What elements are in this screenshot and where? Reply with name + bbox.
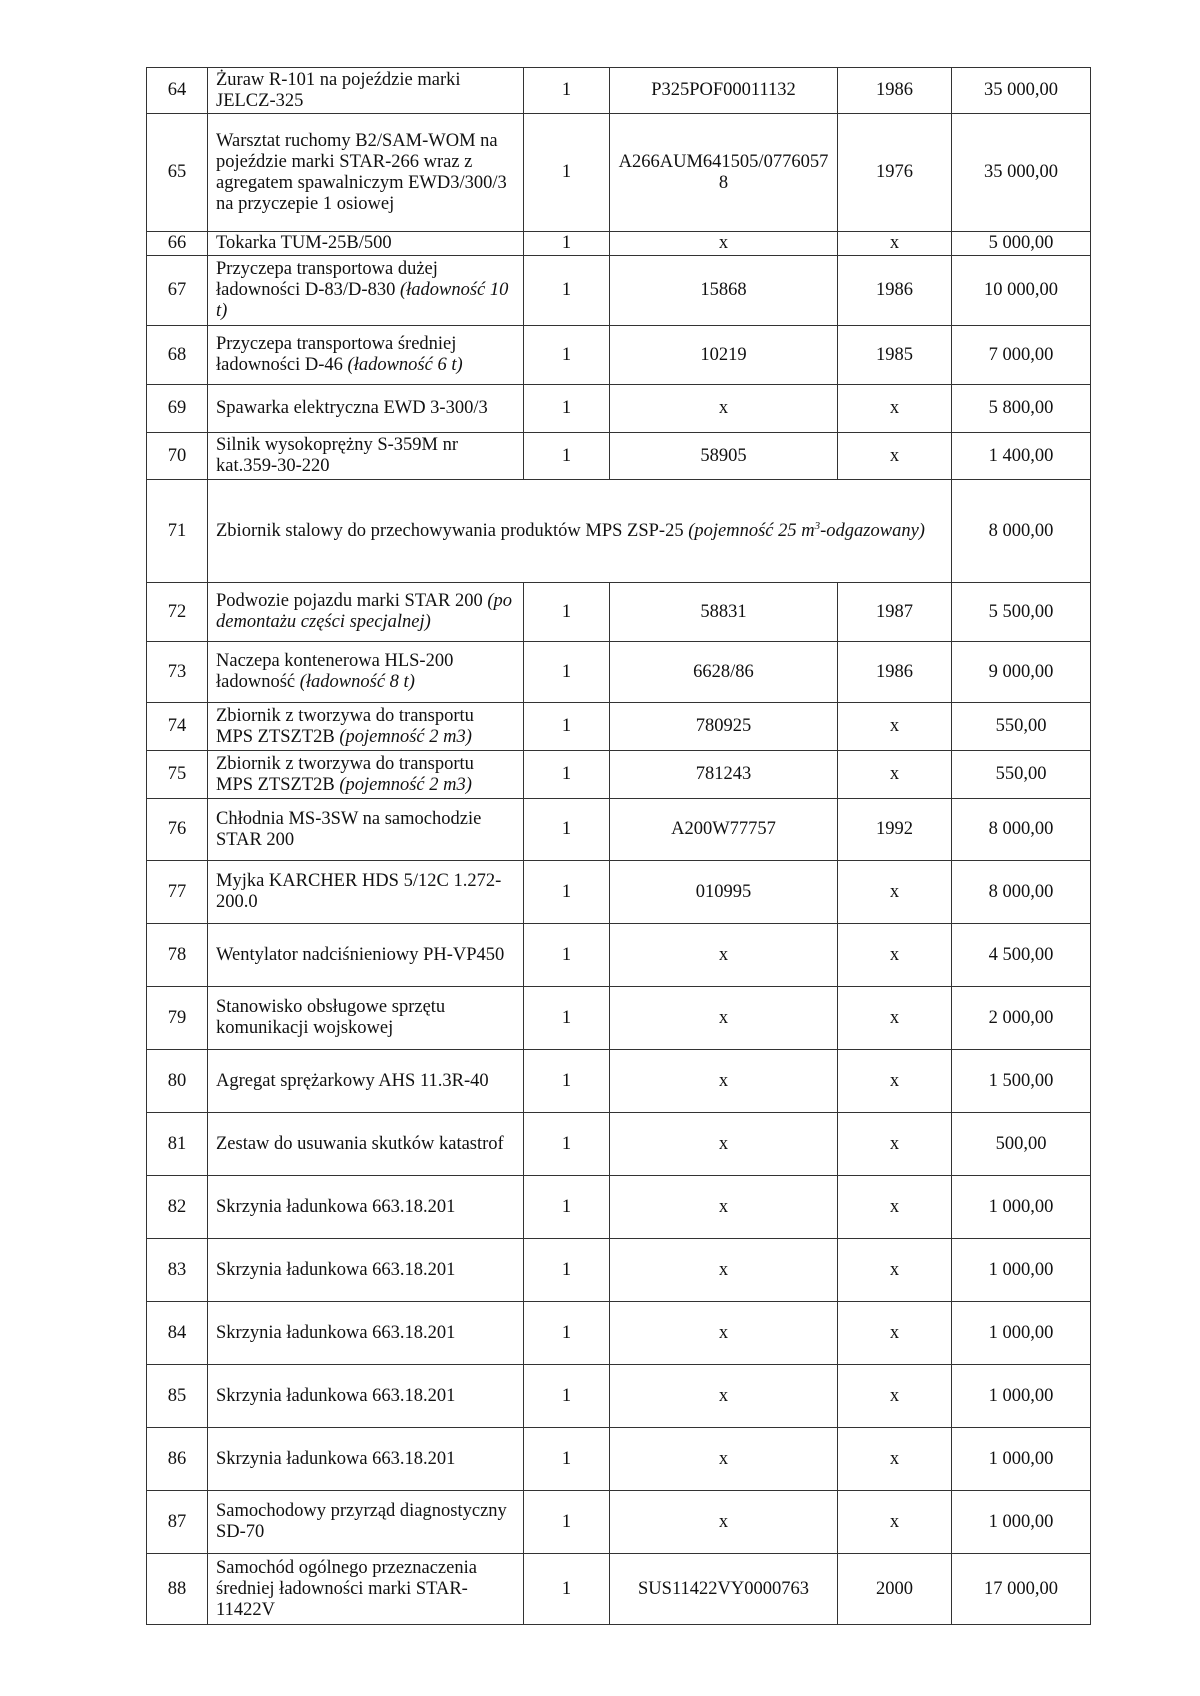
quantity: 1 bbox=[524, 861, 610, 924]
serial-number: x bbox=[610, 987, 838, 1050]
item-value: 9 000,00 bbox=[952, 642, 1091, 703]
table-row bbox=[147, 751, 1091, 799]
serial-number: x bbox=[610, 1302, 838, 1365]
item-value: 5 500,00 bbox=[952, 583, 1091, 642]
quantity: 1 bbox=[524, 1365, 610, 1428]
row-number: 74 bbox=[147, 703, 208, 751]
item-name: Stanowisko obsługowe sprzętu komunikacji wojskowej bbox=[208, 987, 524, 1050]
quantity: 1 bbox=[524, 68, 610, 114]
production-year: 1987 bbox=[838, 583, 952, 642]
production-year: 1986 bbox=[838, 68, 952, 114]
item-value: 550,00 bbox=[952, 751, 1091, 799]
serial-number: 010995 bbox=[610, 861, 838, 924]
quantity: 1 bbox=[524, 326, 610, 385]
production-year: x bbox=[838, 1113, 952, 1176]
production-year: 1976 bbox=[838, 114, 952, 232]
row-number: 71 bbox=[147, 480, 208, 583]
table-row bbox=[147, 1176, 1091, 1239]
table-row bbox=[147, 256, 1091, 326]
item-value: 1 000,00 bbox=[952, 1176, 1091, 1239]
row-number: 69 bbox=[147, 385, 208, 433]
table-row bbox=[147, 114, 1091, 232]
row-number: 66 bbox=[147, 232, 208, 256]
item-value: 1 000,00 bbox=[952, 1428, 1091, 1491]
production-year: x bbox=[838, 987, 952, 1050]
row-number: 78 bbox=[147, 924, 208, 987]
production-year: 2000 bbox=[838, 1554, 952, 1625]
item-value: 8 000,00 bbox=[952, 799, 1091, 861]
item-value: 1 000,00 bbox=[952, 1491, 1091, 1554]
quantity: 1 bbox=[524, 433, 610, 480]
row-number: 84 bbox=[147, 1302, 208, 1365]
row-number: 83 bbox=[147, 1239, 208, 1302]
quantity: 1 bbox=[524, 751, 610, 799]
table-row bbox=[147, 326, 1091, 385]
table-row bbox=[147, 642, 1091, 703]
quantity: 1 bbox=[524, 924, 610, 987]
production-year: 1986 bbox=[838, 642, 952, 703]
item-note: (pojemność 2 m3) bbox=[339, 774, 472, 795]
production-year: x bbox=[838, 1428, 952, 1491]
row-number: 65 bbox=[147, 114, 208, 232]
serial-number: P325POF00011132 bbox=[610, 68, 838, 114]
serial-number: SUS11422VY0000763 bbox=[610, 1554, 838, 1625]
row-number: 75 bbox=[147, 751, 208, 799]
quantity: 1 bbox=[524, 1113, 610, 1176]
item-value: 2 000,00 bbox=[952, 987, 1091, 1050]
serial-number: x bbox=[610, 232, 838, 256]
item-note: (ładowność 10 t) bbox=[216, 280, 509, 321]
item-name: Zbiornik stalowy do przechowywania produktów MPS ZSP-25 (pojemność 25 $m^3-odgazowany$) bbox=[208, 480, 952, 583]
quantity: 1 bbox=[524, 642, 610, 703]
item-name: Agregat sprężarkowy AHS 11.3R-40 bbox=[208, 1050, 524, 1113]
item-name: Zestaw do usuwania skutków katastrof bbox=[208, 1113, 524, 1176]
production-year: x bbox=[838, 1239, 952, 1302]
row-number: 67 bbox=[147, 256, 208, 326]
item-value: 5 000,00 bbox=[952, 232, 1091, 256]
item-name: Skrzynia ładunkowa 663.18.201 bbox=[208, 1239, 524, 1302]
table-row bbox=[147, 924, 1091, 987]
serial-number: x bbox=[610, 1365, 838, 1428]
item-value: 1 000,00 bbox=[952, 1302, 1091, 1365]
table-row bbox=[147, 68, 1091, 114]
row-number: 79 bbox=[147, 987, 208, 1050]
row-number: 81 bbox=[147, 1113, 208, 1176]
quantity: 1 bbox=[524, 1302, 610, 1365]
quantity: 1 bbox=[524, 114, 610, 232]
item-value: 8 000,00 bbox=[952, 480, 1091, 583]
row-number: 82 bbox=[147, 1176, 208, 1239]
item-name: Silnik wysokoprężny S-359M nr kat.359-30-220 bbox=[208, 433, 524, 480]
production-year: x bbox=[838, 1491, 952, 1554]
production-year: x bbox=[838, 703, 952, 751]
production-year: x bbox=[838, 433, 952, 480]
inventory-table bbox=[146, 67, 1091, 1625]
quantity: 1 bbox=[524, 1176, 610, 1239]
row-number: 64 bbox=[147, 68, 208, 114]
production-year: x bbox=[838, 1365, 952, 1428]
row-number: 70 bbox=[147, 433, 208, 480]
row-number: 73 bbox=[147, 642, 208, 703]
serial-number: x bbox=[610, 1239, 838, 1302]
serial-number: x bbox=[610, 1491, 838, 1554]
item-value: 550,00 bbox=[952, 703, 1091, 751]
row-number: 76 bbox=[147, 799, 208, 861]
table-row bbox=[147, 703, 1091, 751]
item-value: 35 000,00 bbox=[952, 68, 1091, 114]
table-row bbox=[147, 1113, 1091, 1176]
serial-number: A200W77757 bbox=[610, 799, 838, 861]
item-note: (pojemność 25 $m^3-odgazowany$) bbox=[688, 519, 925, 541]
production-year: x bbox=[838, 861, 952, 924]
serial-number: x bbox=[610, 385, 838, 433]
table-row bbox=[147, 433, 1091, 480]
production-year: x bbox=[838, 385, 952, 433]
table-row bbox=[147, 1239, 1091, 1302]
item-name: Wentylator nadciśnieniowy PH-VP450 bbox=[208, 924, 524, 987]
table-row bbox=[147, 861, 1091, 924]
quantity: 1 bbox=[524, 1050, 610, 1113]
item-note: (ładowność 8 t) bbox=[299, 672, 415, 692]
item-value: 1 000,00 bbox=[952, 1365, 1091, 1428]
serial-number: 6628/86 bbox=[610, 642, 838, 703]
production-year: 1992 bbox=[838, 799, 952, 861]
item-value: 4 500,00 bbox=[952, 924, 1091, 987]
production-year: x bbox=[838, 1176, 952, 1239]
serial-number: 58831 bbox=[610, 583, 838, 642]
quantity: 1 bbox=[524, 256, 610, 326]
serial-number: x bbox=[610, 1176, 838, 1239]
table-row bbox=[147, 799, 1091, 861]
table-row bbox=[147, 1050, 1091, 1113]
table-row bbox=[147, 1554, 1091, 1625]
serial-number: 781243 bbox=[610, 751, 838, 799]
item-value: 10 000,00 bbox=[952, 256, 1091, 326]
item-name: Myjka KARCHER HDS 5/12C 1.272-200.0 bbox=[208, 861, 524, 924]
item-value: 35 000,00 bbox=[952, 114, 1091, 232]
item-name: Spawarka elektryczna EWD 3-300/3 bbox=[208, 385, 524, 433]
table-row bbox=[147, 385, 1091, 433]
table-row bbox=[147, 232, 1091, 256]
production-year: x bbox=[838, 924, 952, 987]
item-value: 7 000,00 bbox=[952, 326, 1091, 385]
item-value: 8 000,00 bbox=[952, 861, 1091, 924]
table-row bbox=[147, 480, 1091, 583]
production-year: x bbox=[838, 1302, 952, 1365]
serial-number: A266AUM641505/07760578 bbox=[610, 114, 838, 232]
item-name: Zbiornik z tworzywa do transportu MPS ZTSZT2B (pojemność 2 m3) bbox=[208, 751, 524, 799]
quantity: 1 bbox=[524, 1428, 610, 1491]
item-name: Skrzynia ładunkowa 663.18.201 bbox=[208, 1365, 524, 1428]
serial-number: 15868 bbox=[610, 256, 838, 326]
item-name: Tokarka TUM-25B/500 bbox=[208, 232, 524, 256]
quantity: 1 bbox=[524, 799, 610, 861]
item-name: Naczepa kontenerowa HLS-200 ładowność (ładowność 8 t) bbox=[208, 642, 524, 703]
item-name: Podwozie pojazdu marki STAR 200 (po demontażu części specjalnej) bbox=[208, 583, 524, 642]
item-name: Samochodowy przyrząd diagnostyczny SD-70 bbox=[208, 1491, 524, 1554]
serial-number: x bbox=[610, 1428, 838, 1491]
serial-number: x bbox=[610, 1050, 838, 1113]
item-name: Przyczepa transportowa średniej ładowności D-46 (ładowność 6 t) bbox=[208, 326, 524, 385]
quantity: 1 bbox=[524, 1239, 610, 1302]
serial-number: 58905 bbox=[610, 433, 838, 480]
row-number: 77 bbox=[147, 861, 208, 924]
item-name: Skrzynia ładunkowa 663.18.201 bbox=[208, 1176, 524, 1239]
item-name: Przyczepa transportowa dużej ładowności D-83/D-830 (ładowność 10 t) bbox=[208, 256, 524, 326]
quantity: 1 bbox=[524, 1554, 610, 1625]
item-name: Zbiornik z tworzywa do transportu MPS ZTSZT2B (pojemność 2 m3) bbox=[208, 703, 524, 751]
table-row bbox=[147, 1302, 1091, 1365]
item-note: (ładowność 6 t) bbox=[347, 355, 463, 375]
table-row bbox=[147, 1428, 1091, 1491]
item-value: 1 400,00 bbox=[952, 433, 1091, 480]
quantity: 1 bbox=[524, 232, 610, 256]
production-year: x bbox=[838, 751, 952, 799]
row-number: 85 bbox=[147, 1365, 208, 1428]
row-number: 80 bbox=[147, 1050, 208, 1113]
table-row bbox=[147, 1491, 1091, 1554]
item-name: Warsztat ruchomy B2/SAM-WOM na pojeździe marki STAR-266 wraz z agregatem spawalniczym EWD3/300/3 na przyczepie 1 osiowej bbox=[208, 114, 524, 232]
item-name: Chłodnia MS-3SW na samochodzie STAR 200 bbox=[208, 799, 524, 861]
production-year: x bbox=[838, 232, 952, 256]
serial-number: x bbox=[610, 1113, 838, 1176]
table-row bbox=[147, 583, 1091, 642]
quantity: 1 bbox=[524, 987, 610, 1050]
table-row bbox=[147, 987, 1091, 1050]
row-number: 68 bbox=[147, 326, 208, 385]
production-year: 1985 bbox=[838, 326, 952, 385]
item-value: 5 800,00 bbox=[952, 385, 1091, 433]
row-number: 87 bbox=[147, 1491, 208, 1554]
row-number: 86 bbox=[147, 1428, 208, 1491]
item-value: 1 500,00 bbox=[952, 1050, 1091, 1113]
item-name: Skrzynia ładunkowa 663.18.201 bbox=[208, 1302, 524, 1365]
row-number: 72 bbox=[147, 583, 208, 642]
item-value: 17 000,00 bbox=[952, 1554, 1091, 1625]
item-value: 500,00 bbox=[952, 1113, 1091, 1176]
item-name: Żuraw R-101 na pojeździe marki JELCZ-325 bbox=[208, 68, 524, 114]
quantity: 1 bbox=[524, 583, 610, 642]
table-row bbox=[147, 1365, 1091, 1428]
production-year: 1986 bbox=[838, 256, 952, 326]
item-name: Skrzynia ładunkowa 663.18.201 bbox=[208, 1428, 524, 1491]
quantity: 1 bbox=[524, 703, 610, 751]
item-value: 1 000,00 bbox=[952, 1239, 1091, 1302]
production-year: x bbox=[838, 1050, 952, 1113]
serial-number: x bbox=[610, 924, 838, 987]
quantity: 1 bbox=[524, 1491, 610, 1554]
item-note: (pojemność 2 m3) bbox=[339, 726, 472, 747]
quantity: 1 bbox=[524, 385, 610, 433]
row-number: 88 bbox=[147, 1554, 208, 1625]
item-note: (po demontażu części specjalnej) bbox=[216, 591, 513, 632]
item-name: Samochód ogólnego przeznaczenia średniej ładowności marki STAR-11422V bbox=[208, 1554, 524, 1625]
serial-number: 10219 bbox=[610, 326, 838, 385]
serial-number: 780925 bbox=[610, 703, 838, 751]
